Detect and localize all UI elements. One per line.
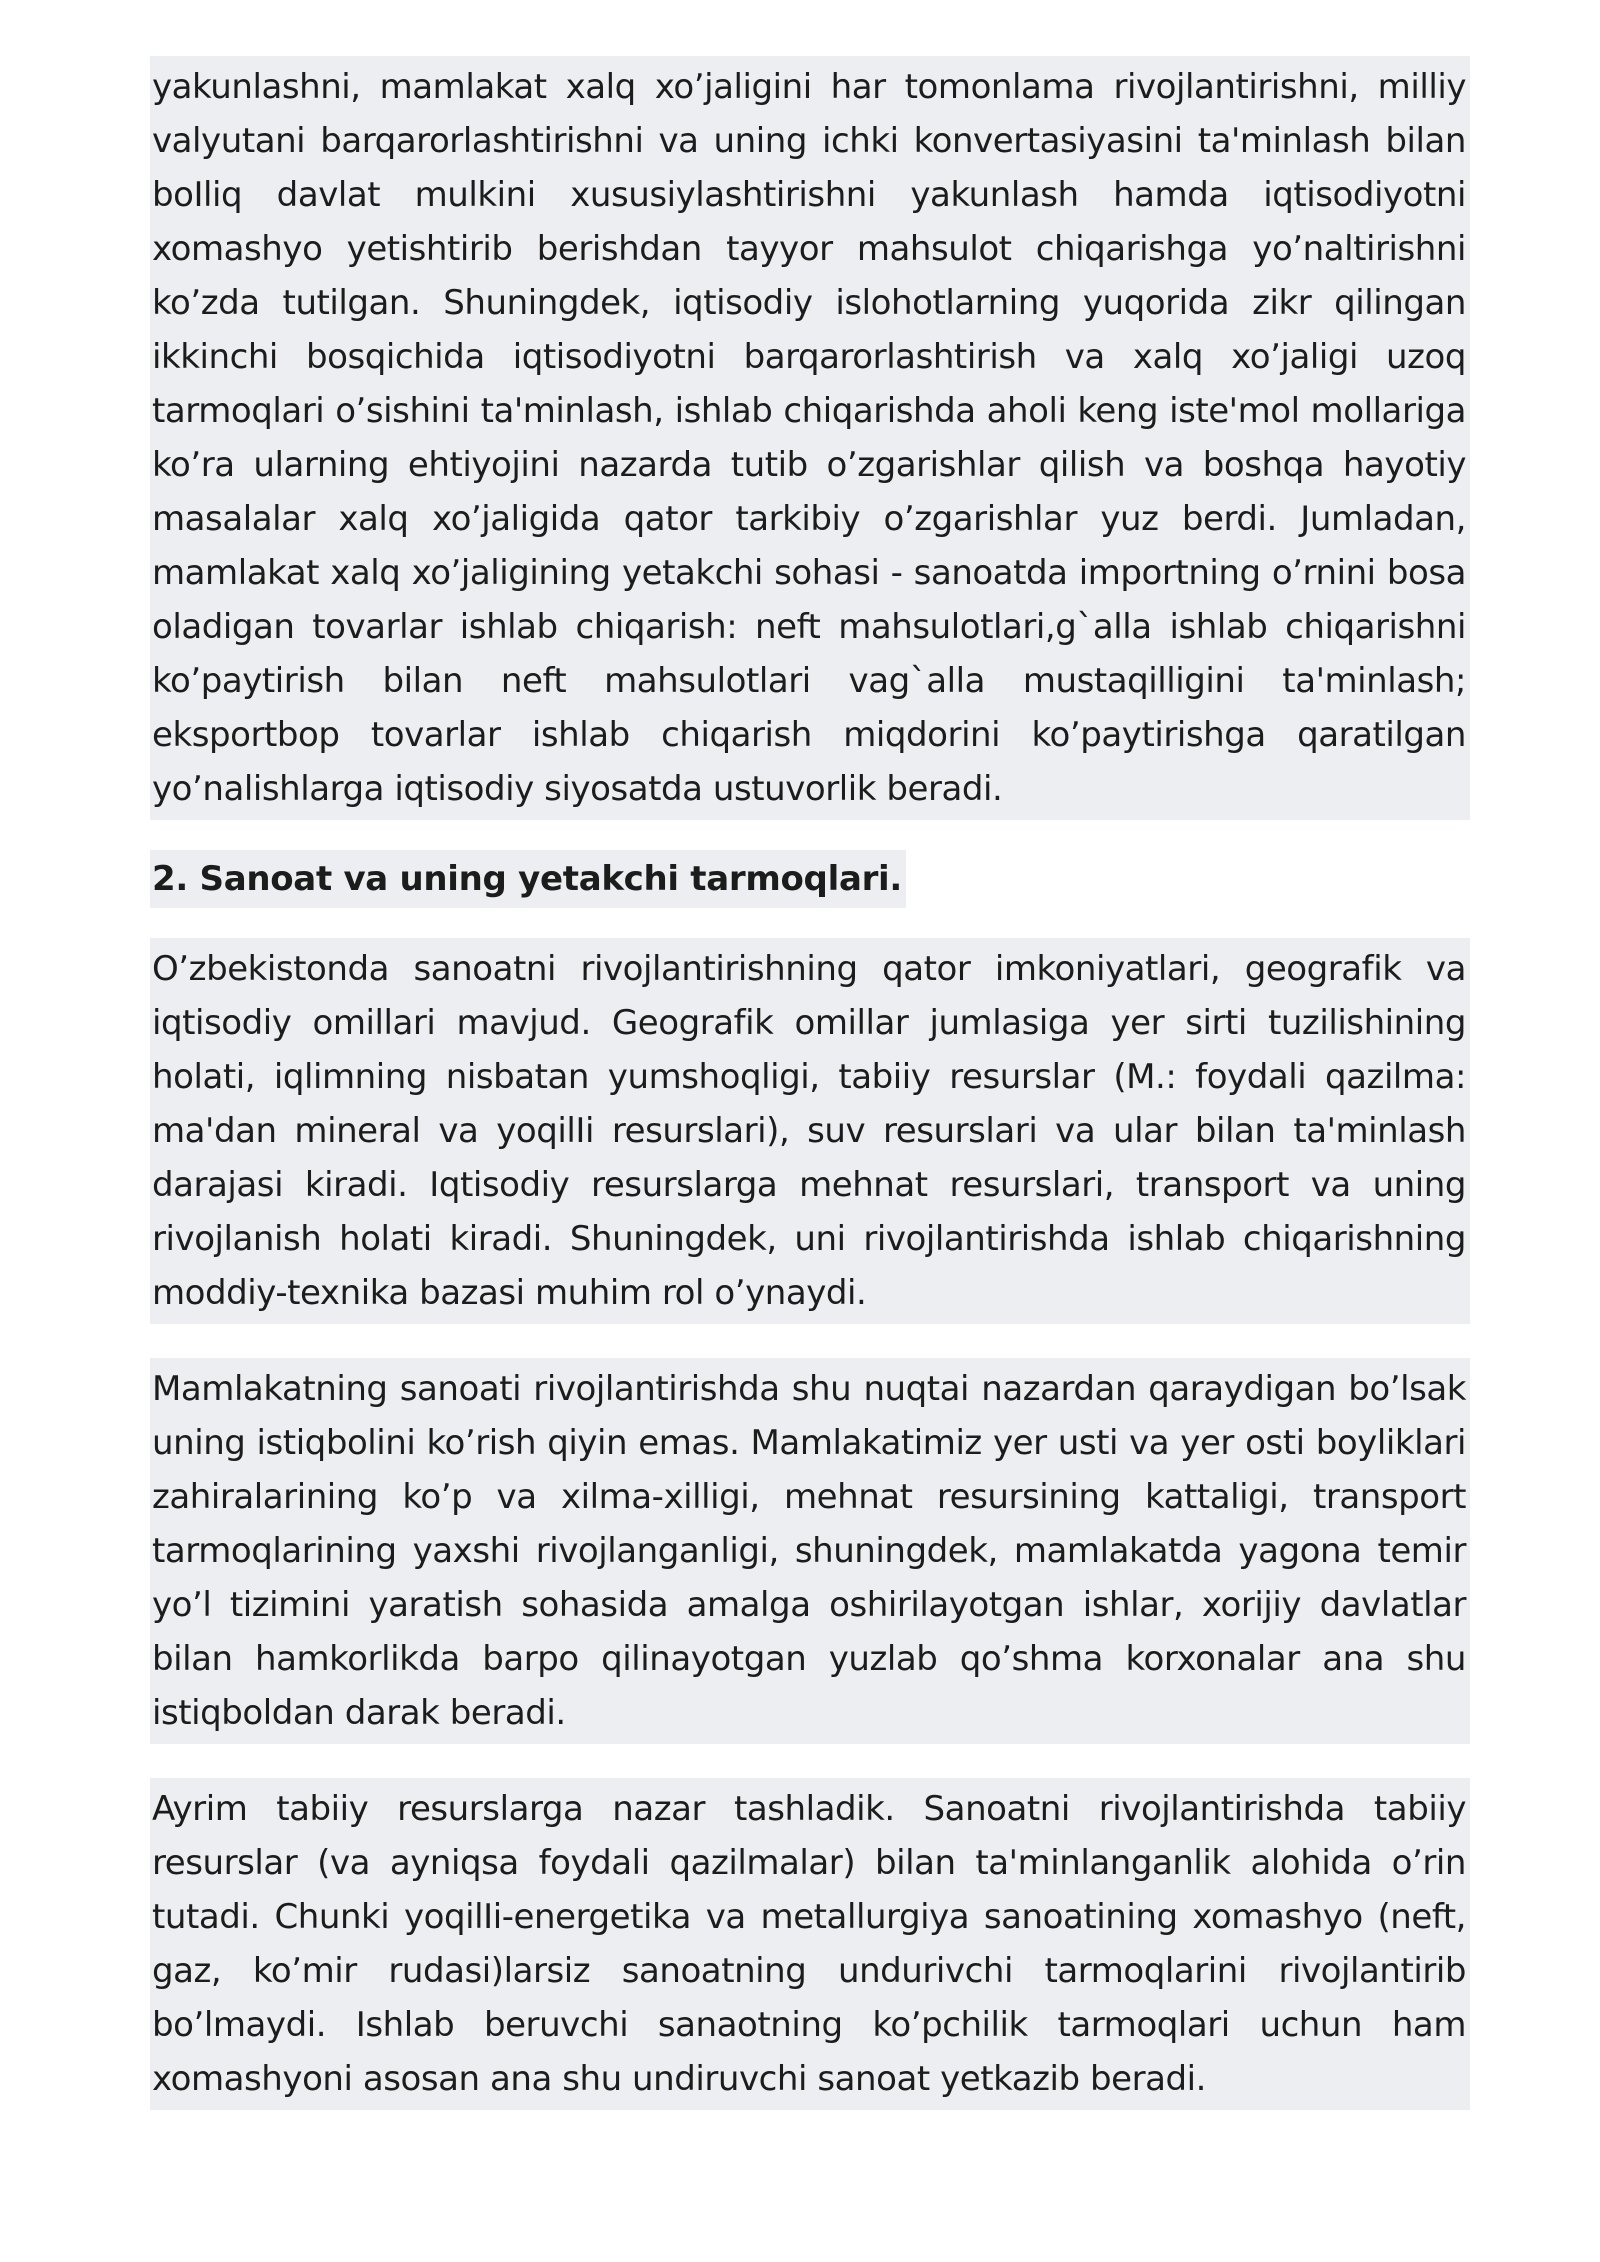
paragraph-gap [150, 1744, 1470, 1778]
section-heading: 2. Sanoat va uning yetakchi tarmoqlari. [150, 850, 906, 908]
paragraph-gap [150, 1324, 1470, 1358]
document-page [150, 56, 1470, 2110]
section-paragraph-3: Ayrim tabiiy resurslarga nazar tashladik. Sanoatni rivojlantirishda tabiiy resurslar (va ayniqsa foydali qazilmalar) bilan ta'minlanganlik alohida o’rin tutadi. Chunki yoqilIi-energetika va metallurgiya sanoatining xomashyo (neft, gaz, ko’mir rudasi)larsiz sanoatning undurivchi tarmoqlarini rivojlantirib bo’lmaydi. Ishlab beruvchi sanaotning ko’pchilik tarmoqlari uchun ham xomashyoni asosan ana shu undiruvchi sanoat yetkazib beradi. [150, 1778, 1470, 2110]
section-paragraph-1: O’zbekistonda sanoatni rivojlantirishning qator imkoniyatlari, geografik va iqtisodiy omillari mavjud. Geografik omillar jumlasiga yer sirti tuzilishining holati, iqlimning nisbatan yumshoqligi, tabiiy resurslar (M.: foydali qazilma: ma'dan mineral va yoqilIi resurslari), suv resurslari va ular bilan ta'minlash darajasi kiradi. Iqtisodiy resurslarga mehnat resurslari, transport va uning rivojlanish holati kiradi. Shuningdek, uni rivojlantirishda ishlab chiqarishning moddiy-texnika bazasi muhim rol o’ynaydi. [150, 938, 1470, 1324]
section-paragraph-2: Mamlakatning sanoati rivojlantirishda shu nuqtai nazardan qaraydigan bo’lsak uning istiqbolini ko’rish qiyin emas. Mamlakatimiz yer usti va yer osti boyliklari zahiralarining ko’p va xilma-xilligi, mehnat resursining kattaligi, transport tarmoqlarining yaxshi rivojlanganligi, shuningdek, mamlakatda yagona temir yo’l tizimini yaratish sohasida amalga oshirilayotgan ishlar, xorijiy davlatlar bilan hamkorlikda barpo qilinayotgan yuzlab qo’shma korxonalar ana shu istiqboldan darak beradi. [150, 1358, 1470, 1744]
intro-paragraph: yakunlashni, mamlakat xalq xo’jaligini har tomonlama rivojlantirishni, milliy valyutani barqarorlashtirishni va uning ichki konvertasiyasini ta'minlash bilan boIliq davlat mulkini xususiylashtirishni yakunlash hamda iqtisodiyotni xomashyo yetishtirib berishdan tayyor mahsulot chiqarishga yo’naltirishni ko’zda tutilgan. Shuningdek, iqtisodiy islohotlarning yuqorida zikr qilingan ikkinchi bosqichida iqtisodiyotni barqarorlashtirish va xalq xo’jaligi uzoq tarmoqlari o’sishini ta'minlash, ishlab chiqarishda aholi keng iste'mol mollariga ko’ra ularning ehtiyojini nazarda tutib o’zgarishlar qilish va boshqa hayotiy masalalar xalq xo’jaligida qator tarkibiy o’zgarishlar yuz berdi. Jumladan, mamlakat xalq xo’jaligining yetakchi sohasi - sanoatda importning o’rnini bosa oladigan tovarlar ishlab chiqarish: neft mahsulotlari,g`alla ishlab chiqarishni ko’paytirish bilan neft mahsulotlari vag`alla mustaqilligini ta'minlash; eksportbop tovarlar ishlab chiqarish miqdorini ko’paytirishga qaratilgan yo’nalishlarga iqtisodiy siyosatda ustuvorlik beradi. [150, 56, 1470, 820]
